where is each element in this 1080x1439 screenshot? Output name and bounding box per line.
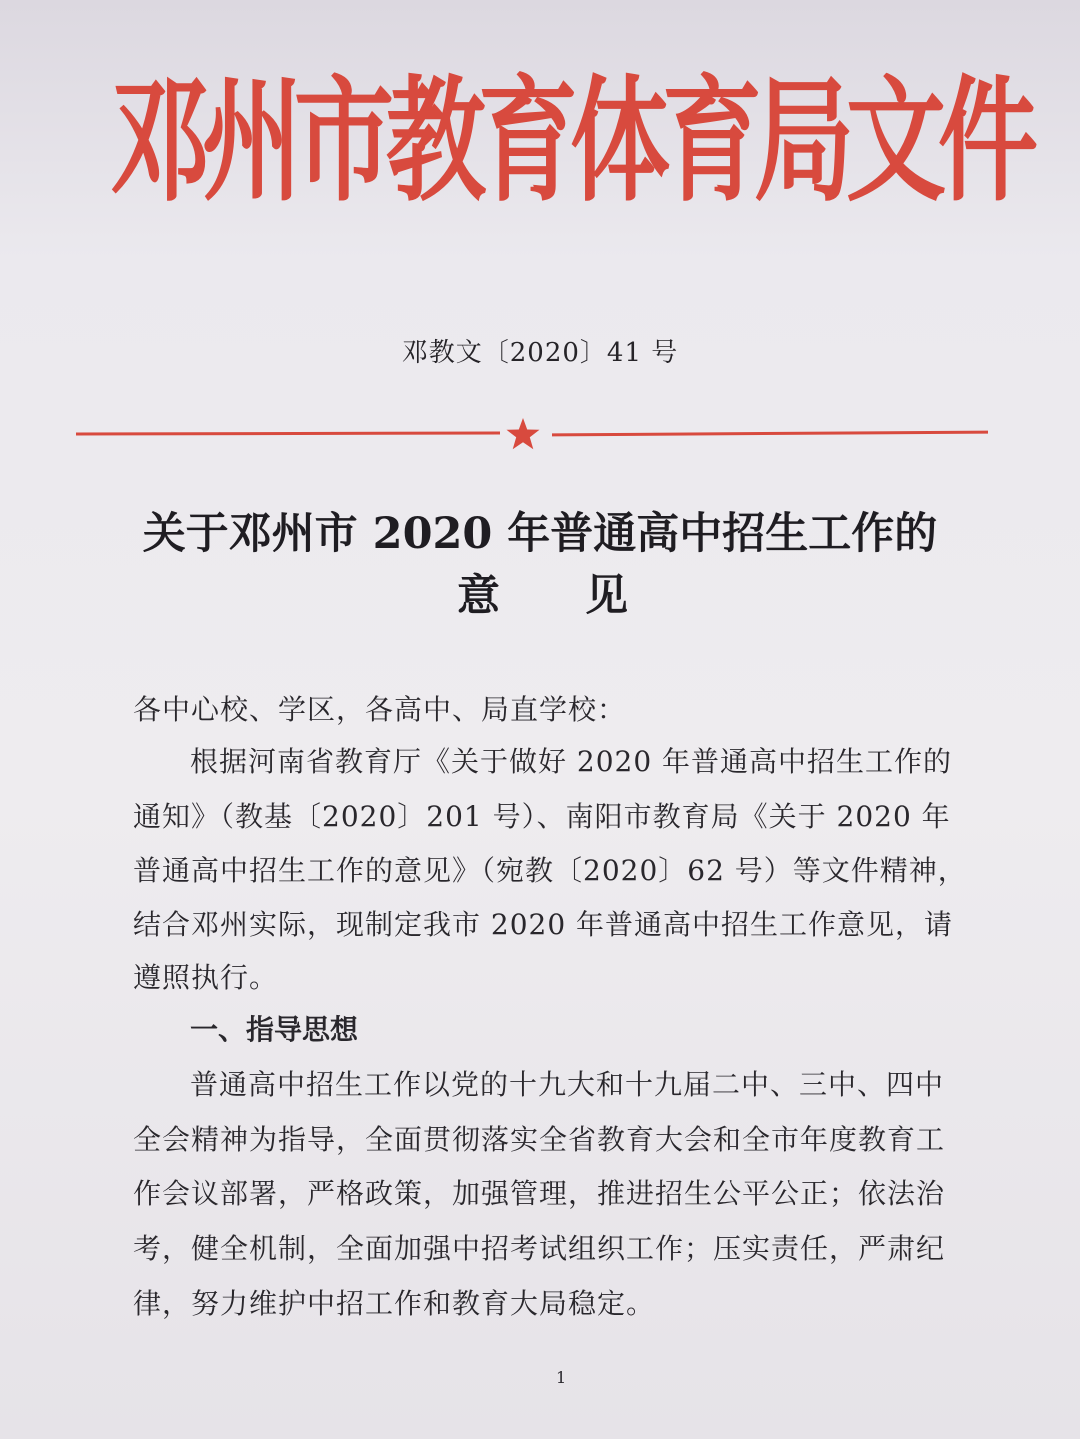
red-divider-left bbox=[76, 431, 500, 435]
paragraph-2-line: 律，努力维护中招工作和教育大局稳定。 bbox=[133, 1287, 656, 1320]
paragraph-2-line: 作会议部署，严格政策，加强管理，推进招生公平公正；依法治 bbox=[133, 1177, 946, 1210]
paragraph-1-line: 遵照执行。 bbox=[133, 961, 279, 994]
paragraph-1-line: 根据河南省教育厅《关于做好 2020 年普通高中招生工作的 bbox=[190, 745, 953, 778]
paragraph-2-line: 普通高中招生工作以党的十九大和十九届二中、三中、四中 bbox=[190, 1068, 945, 1101]
paragraph-1-line: 结合邓州实际，现制定我市 2020 年普通高中招生工作意见，请 bbox=[133, 908, 954, 941]
red-divider-right bbox=[552, 431, 988, 437]
issuing-authority-header: 邓州市教育体育局文件 bbox=[110, 62, 1030, 221]
red-star-icon bbox=[505, 416, 541, 452]
document-number: 邓教文〔2020〕41 号 bbox=[401, 338, 679, 368]
page-number: 1 bbox=[556, 1368, 567, 1387]
paragraph-1-line: 普通高中招生工作的意见》（宛教〔2020〕62 号）等文件精神， bbox=[133, 854, 967, 887]
paragraph-2-line: 全会精神为指导，全面贯彻落实全省教育大会和全市年度教育工 bbox=[133, 1123, 946, 1156]
paragraph-2-line: 考，健全机制，全面加强中招考试组织工作；压实责任，严肃纪 bbox=[133, 1232, 946, 1265]
paragraph-1-line: 通知》（教基〔2020〕201 号）、南阳市教育局《关于 2020 年 bbox=[133, 800, 951, 833]
document-title-line-1: 关于邓州市 2020 年普通高中招生工作的 bbox=[142, 509, 938, 559]
salutation: 各中心校、学区，各高中、局直学校： bbox=[133, 693, 627, 726]
document-title-line-2: 意见 bbox=[457, 571, 713, 621]
section-heading-guiding-ideology: 一、指导思想 bbox=[190, 1013, 359, 1046]
